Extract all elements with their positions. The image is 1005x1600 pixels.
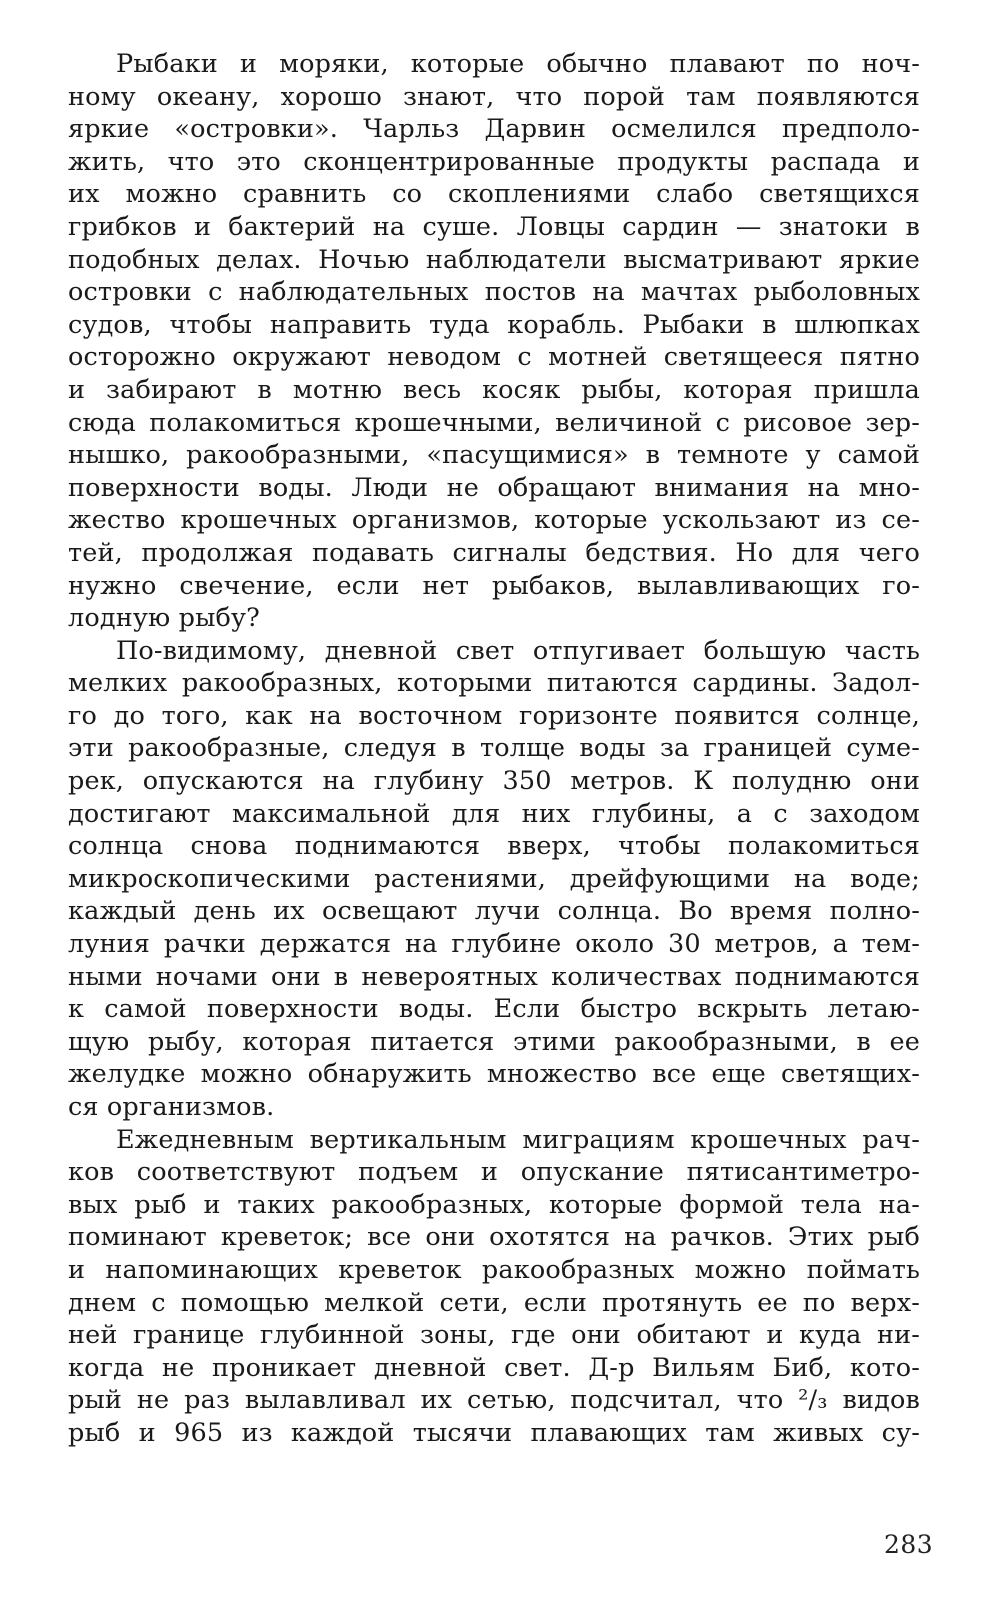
text-line: жество крошечных организмов, которые ускользают из се-	[68, 505, 920, 536]
text-line: поминают креветок; все они охотятся на рачков. Этих рыб	[68, 1222, 920, 1253]
text-line: когда не проникает дневной свет. Д-р Вильям Биб, кото-	[68, 1352, 920, 1383]
text-line: эти ракообразные, следуя в толще воды за границей суме-	[68, 733, 920, 764]
text-line: щую рыбу, которая питается этими ракообразными, в ее	[68, 1026, 920, 1057]
text-line: луния рачки держатся на глубине около 30 метров, а тем-	[68, 929, 920, 960]
text-line: рыб и 965 из каждой тысячи плавающих там живых су-	[68, 1417, 920, 1448]
text-line: лодную рыбу?	[68, 603, 261, 634]
text-line: желудке можно обнаружить множество все еще светящих-	[68, 1059, 920, 1090]
text-line: к самой поверхности воды. Если быстро вскрыть летаю-	[68, 994, 920, 1025]
text-line: нышко, ракообразными, «пасущимися» в темноте у самой	[68, 440, 920, 471]
text-line: Ежедневным вертикальным миграциям крошечных рач-	[116, 1124, 920, 1155]
text-line: ному океану, хорошо знают, что порой там появляются	[68, 81, 920, 112]
text-line: го до того, как на восточном горизонте появится солнце,	[68, 700, 920, 731]
text-line: судов, чтобы направить туда корабль. Рыбаки в шлюпках	[68, 309, 920, 340]
text-line: микроскопическими растениями, дрейфующими на воде;	[68, 863, 920, 894]
text-line: ся организмов.	[68, 1092, 275, 1122]
text-line: ков соответствуют подъем и опускание пятисантиметро-	[68, 1157, 920, 1188]
text-line: тей, продолжая подавать сигналы бедствия. Но для чего	[68, 537, 920, 568]
text-line: солнца снова поднимаются вверх, чтобы полакомиться	[68, 831, 920, 862]
text-line: нужно свечение, если нет рыбаков, вылавливающих го-	[68, 570, 920, 601]
text-line: и забирают в мотню весь косяк рыбы, которая пришла	[68, 374, 920, 405]
text-line: рый не раз вылавливал их сетью, подсчитал, что ²/₃ видов	[68, 1385, 920, 1416]
text-line: их можно сравнить со скоплениями слабо светящихся	[68, 179, 920, 210]
text-line: жить, что это сконцентрированные продукты распада и	[68, 146, 920, 177]
text-line: ней границе глубинной зоны, где они обитают и куда ни-	[68, 1320, 920, 1351]
text-line: островки с наблюдательных постов на мачтах рыболовных	[68, 277, 920, 308]
text-line: рек, опускаются на глубину 350 метров. К полудню они	[68, 766, 920, 797]
text-line: Рыбаки и моряки, которые обычно плавают по ноч-	[116, 49, 920, 79]
text-line: и напоминающих креветок ракообразных можно поймать	[68, 1254, 920, 1285]
text-line: грибков и бактерий на суше. Ловцы сардин — знатоки в	[68, 211, 920, 242]
text-line: яркие «островки». Чарльз Дарвин осмелился предполо-	[68, 114, 920, 145]
text-line: подобных делах. Ночью наблюдатели высматривают яркие	[68, 244, 920, 275]
text-line: ными ночами они в невероятных количествах поднимаются	[68, 961, 920, 992]
text-line: мелких ракообразных, которыми питаются сардины. Задол-	[68, 668, 920, 699]
page-number: 283	[884, 1530, 934, 1559]
page-body	[68, 48, 920, 1450]
text-line: осторожно окружают неводом с мотней светящееся пятно	[68, 342, 920, 373]
text-line: По-видимому, дневной свет отпугивает большую часть	[116, 635, 920, 666]
text-line: днем с помощью мелкой сети, если протянуть ее по верх-	[68, 1287, 920, 1318]
paragraph-1	[68, 48, 920, 635]
paragraph-3	[68, 1124, 920, 1450]
text-line: каждый день их освещают лучи солнца. Во время полно-	[68, 896, 920, 927]
text-line: достигают максимальной для них глубины, а с заходом	[68, 798, 920, 829]
paragraph-2	[68, 635, 920, 1124]
text-line: вых рыб и таких ракообразных, которые формой тела на-	[68, 1189, 920, 1220]
text-line: сюда полакомиться крошечными, величиной с рисовое зер-	[68, 407, 920, 438]
text-line: поверхности воды. Люди не обращают внимания на мно-	[68, 472, 920, 503]
